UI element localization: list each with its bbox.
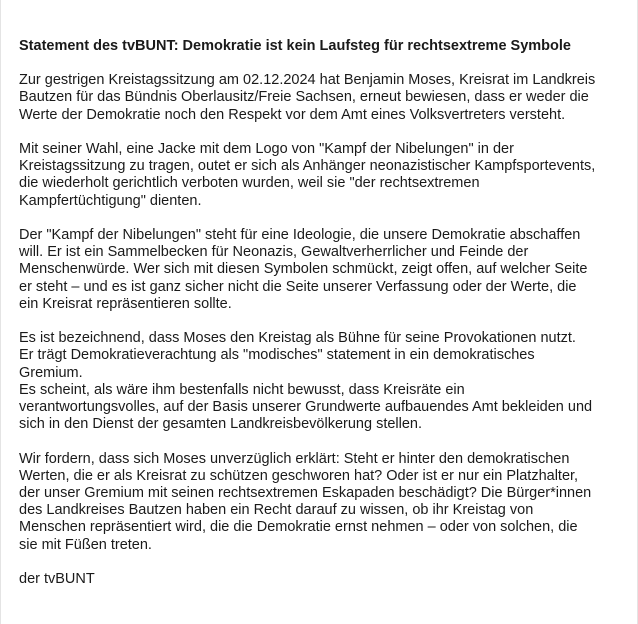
paragraph-line: Bautzen für das Bündnis Oberlausitz/Freie Sachsen, erneut bewiesen, dass er weder die bbox=[19, 89, 589, 106]
paragraph-line: des Landkreises Bautzen haben ein Recht darauf zu wissen, ob ihr Kreistag von bbox=[19, 502, 534, 519]
paragraph-line: Menschen repräsentiert wird, die die Demokratie ernst nehmen – oder von solchen, die bbox=[19, 519, 578, 536]
paragraph-5 bbox=[19, 451, 624, 554]
paragraph-line: Gremium. bbox=[19, 364, 83, 381]
paragraph-line: sie mit Füßen treten. bbox=[19, 536, 152, 553]
paragraph-line: Wir fordern, dass sich Moses unverzüglich erklärt: Steht er hinter den demokratischen bbox=[19, 450, 570, 467]
paragraph-line: Er trägt Demokratieverachtung als "modisches" statement in ein demokratisches bbox=[19, 347, 535, 364]
paragraph-line: die wiederholt gerichtlich verboten wurden, weil sie "der rechtsextremen bbox=[19, 175, 480, 192]
paragraph-line: Mit seiner Wahl, eine Jacke mit dem Logo von "Kampf der Nibelungen" in der bbox=[19, 141, 514, 157]
paragraph-line: Kreistagssitzung zu tragen, outet er sich als Anhänger neonazistischer Kampfsportevents, bbox=[19, 158, 596, 175]
paragraph-line: ein Kreisrat repräsentieren sollte. bbox=[19, 295, 232, 312]
statement-document bbox=[19, 38, 624, 588]
paragraph-4 bbox=[19, 330, 624, 433]
paragraph-line: verantwortungsvolles, auf der Basis unserer Grundwerte aufbauendes Amt bekleiden und bbox=[19, 399, 593, 416]
paragraph-line: Zur gestrigen Kreistagssitzung am 02.12.2024 hat Benjamin Moses, Kreisrat im Landkreis bbox=[19, 72, 596, 89]
paragraph-1 bbox=[19, 72, 624, 124]
paragraph-line: Der "Kampf der Nibelungen" steht für eine Ideologie, die unsere Demokratie abschaffen bbox=[19, 227, 581, 243]
paragraph-2 bbox=[19, 141, 624, 210]
paragraph-line: der unser Gremium mit seinen rechtsextremen Eskapaden beschädigt? Die Bürger*innen bbox=[19, 485, 592, 502]
paragraph-line: Menschenwürde. Wer sich mit diesen Symbolen schmückt, zeigt offen, auf welcher Seite bbox=[19, 261, 588, 278]
paragraph-line: sich in den Dienst der gesamten Landkreisbevölkerung stellen. bbox=[19, 416, 423, 433]
paragraph-line: Es scheint, als wäre ihm bestenfalls nicht bewusst, dass Kreisräte ein bbox=[19, 381, 465, 398]
paragraph-3 bbox=[19, 227, 624, 313]
paragraph-line: Kampfertüchtigung" dienten. bbox=[19, 192, 202, 209]
statement-title: Statement des tvBUNT: Demokratie ist kein Laufsteg für rechtsextreme Symbole bbox=[19, 38, 571, 54]
paragraph-line: Werten, die er als Kreisrat zu schützen geschworen hat? Oder ist er nur ein Platzhalter, bbox=[19, 467, 579, 484]
paragraph-line: Werte der Demokratie noch den Respekt vor dem Amt eines Volksvertreters versteht. bbox=[19, 106, 566, 123]
paragraph-line: er steht – und es ist ganz sicher nicht die Seite unserer Verfassung oder der Werte, die bbox=[19, 278, 577, 295]
paragraph-line: will. Er ist ein Sammelbecken für Neonazis, Gewaltverherrlicher und Feinde der bbox=[19, 244, 529, 261]
paragraph-line: Es ist bezeichnend, dass Moses den Kreistag als Bühne für seine Provokationen nutzt. bbox=[19, 330, 576, 347]
signature: der tvBUNT bbox=[19, 571, 95, 588]
